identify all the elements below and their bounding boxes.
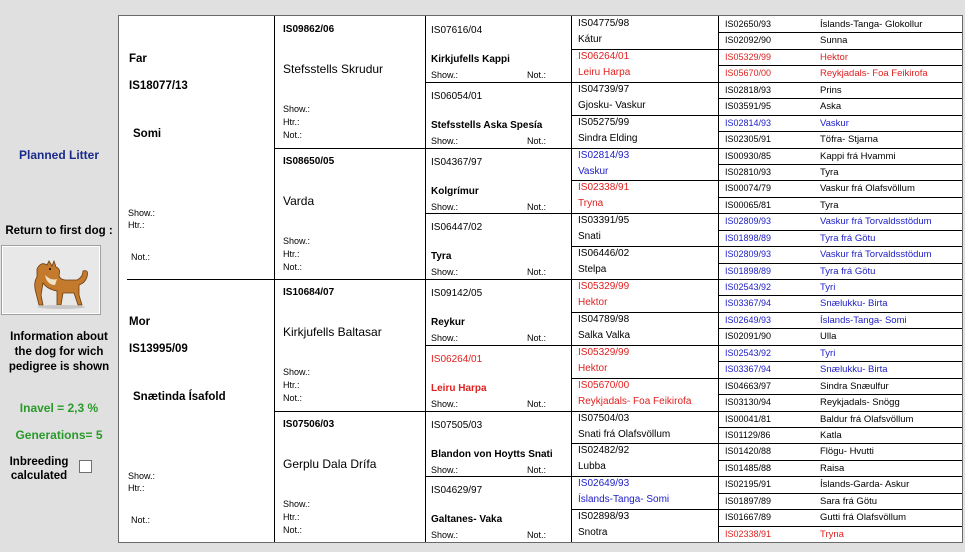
not-label: Not.: — [527, 464, 547, 475]
not-label: Not.: — [283, 261, 303, 272]
show-label: Show.: — [283, 235, 311, 246]
gen3-name: Blandon von Hoytts Snati — [431, 448, 553, 460]
not-label: Not.: — [527, 201, 547, 212]
gen3-reg: IS07505/03 — [431, 419, 483, 431]
gen3-name: Tyra — [431, 251, 452, 263]
grandparent-reg: IS07506/03 — [283, 418, 335, 430]
gen5-name: Prins — [820, 84, 842, 96]
gen4-name: Snati — [578, 231, 601, 243]
row-divider — [719, 460, 962, 461]
generations-value: Generations= 5 — [15, 428, 103, 442]
row-divider — [719, 493, 962, 494]
gen5-name: Tryna — [820, 528, 844, 540]
gen4-reg: IS04775/98 — [578, 18, 630, 29]
row-divider — [719, 378, 962, 379]
gen3-reg: IS04367/97 — [431, 156, 483, 168]
row-divider — [719, 148, 962, 149]
not-label: Not.: — [131, 252, 151, 262]
show-label: Show.: — [283, 104, 311, 114]
pedigree-table — [118, 15, 963, 543]
gen4-name: Snati frá Olafsvöllum — [578, 428, 671, 440]
gen5-name: Íslands-Tanga- Glokollur — [820, 19, 923, 30]
gen3-name: Stefsstells Aska Spesía — [431, 119, 543, 131]
gen5-reg: IS00065/81 — [725, 199, 772, 210]
row-divider — [719, 427, 962, 428]
gen5-name: Sindra Snæulfur — [820, 380, 889, 392]
not-label: Not.: — [283, 130, 303, 140]
row-divider — [719, 98, 962, 99]
grandparent-name: Varda — [283, 193, 315, 208]
show-label: Show.: — [431, 333, 459, 343]
gen5-name: Baldur frá Olafsvöllum — [820, 413, 914, 425]
gen5-reg: IS02338/91 — [725, 528, 772, 539]
row-divider — [572, 180, 718, 181]
row-divider — [719, 180, 962, 181]
row-divider — [426, 213, 571, 214]
gen5-reg: IS02543/92 — [725, 347, 772, 358]
gen5-name: Ulla — [820, 331, 837, 343]
gen4-reg: IS02898/93 — [578, 511, 630, 523]
gen5-name: Vaskur frá Torvaldsstödum — [820, 249, 932, 261]
row-divider — [426, 279, 571, 280]
gen5-name: Snælukku- Birta — [820, 364, 888, 376]
gen4-reg: IS05329/99 — [578, 281, 630, 292]
gen4-reg: IS06264/01 — [578, 50, 630, 62]
gen5-reg: IS01667/89 — [725, 512, 772, 523]
row-divider — [426, 82, 571, 83]
gen5-reg: IS03591/95 — [725, 101, 772, 112]
return-label: Return to first dog : — [5, 225, 113, 237]
gen5-name: Íslands-Tanga- Somi — [820, 314, 907, 326]
row-divider — [719, 394, 962, 395]
inbreeding-checkbox[interactable] — [79, 460, 92, 473]
gen4-name: Hektor — [578, 297, 608, 308]
gen4-name: Stelpa — [578, 264, 607, 276]
inavel-value: Inavel = 2,3 % — [19, 401, 99, 415]
gen4-reg: IS03391/95 — [578, 215, 630, 227]
row-divider — [719, 312, 962, 313]
row-divider — [719, 526, 962, 527]
row-divider — [426, 476, 571, 477]
row-divider — [426, 148, 571, 149]
gen5-reg: IS02809/93 — [725, 249, 772, 260]
gen5-reg: IS03130/94 — [725, 397, 772, 408]
row-divider — [719, 164, 962, 165]
not-label: Not.: — [527, 398, 547, 409]
show-label: Show.: — [431, 267, 459, 278]
gen4-reg: IS07504/03 — [578, 412, 630, 424]
show-label: Show.: — [431, 398, 459, 409]
parent-reg: IS13995/09 — [129, 343, 188, 355]
planned-litter-link[interactable]: Planned Litter — [18, 148, 99, 162]
gen5-reg: IS01485/88 — [725, 462, 772, 473]
row-divider — [719, 65, 962, 66]
row-divider — [572, 509, 718, 510]
row-divider — [719, 361, 962, 362]
not-label: Not.: — [527, 135, 547, 146]
show-label: Show.: — [431, 201, 459, 212]
gen5-reg: IS02305/91 — [725, 134, 772, 145]
not-label: Not.: — [131, 515, 151, 525]
gen4-name: Salka Valka — [578, 329, 631, 341]
row-divider — [572, 476, 718, 477]
gen5-reg: IS01898/89 — [725, 232, 772, 243]
row-divider — [719, 476, 962, 477]
gen5-reg: IS00041/81 — [725, 413, 772, 424]
dog-icon — [3, 247, 99, 313]
not-label: Not.: — [527, 530, 547, 541]
gen5-reg: IS02091/90 — [725, 331, 772, 342]
row-divider — [275, 148, 425, 149]
row-divider — [719, 49, 962, 50]
gen4-reg: IS02482/92 — [578, 445, 630, 457]
gen3-reg: IS06447/02 — [431, 222, 483, 234]
gen5-name: Tyra — [820, 199, 839, 211]
gen4-reg: IS05670/00 — [578, 379, 630, 391]
gen4-name: Íslands-Tanga- Somi — [578, 494, 670, 506]
gen4-reg: IS04739/97 — [578, 83, 630, 95]
parent-reg: IS18077/13 — [129, 80, 188, 92]
row-divider — [572, 279, 718, 280]
row-divider — [572, 312, 718, 313]
gen4-reg: IS02649/93 — [578, 478, 630, 490]
row-divider — [719, 295, 962, 296]
grandparent-reg: IS10684/07 — [283, 287, 335, 298]
htr-label: Htr.: — [283, 380, 300, 390]
gen5-name: Tyra frá Götu — [820, 232, 876, 244]
gen5-name: Hektor — [820, 51, 848, 63]
gen4-name: Reykjadals- Foa Feikirofa — [578, 395, 692, 407]
gen5-reg: IS01898/89 — [725, 265, 772, 276]
row-divider — [275, 411, 425, 412]
gen5-reg: IS02810/93 — [725, 166, 772, 177]
show-label: Show.: — [431, 135, 459, 146]
row-divider — [719, 115, 962, 116]
gen5-name: Gutti frá Olafsvöllum — [820, 512, 907, 524]
grandparent-reg: IS08650/05 — [283, 155, 335, 167]
gen5-name: Flögu- Hvutti — [820, 446, 874, 458]
gen5-name: Kappi frá Hvammi — [820, 150, 896, 162]
grandparent-reg: IS09862/06 — [283, 24, 335, 35]
row-divider — [719, 328, 962, 329]
gen5-reg: IS02092/90 — [725, 35, 772, 46]
grandparent-name: Stefsstells Skrudur — [283, 62, 384, 76]
gen4-name: Snotra — [578, 527, 608, 539]
gen4-name: Lubba — [578, 461, 606, 473]
info-label: Information about the dog for wich pedigree is shown — [8, 331, 110, 373]
gen3-reg: IS07616/04 — [431, 25, 483, 36]
gen5-reg: IS04663/97 — [725, 380, 772, 391]
gen5-reg: IS05670/00 — [725, 68, 772, 79]
inbreeding-label: Inbreeding calculated — [9, 456, 69, 482]
gen4-reg: IS04789/98 — [578, 313, 630, 325]
show-label: Show.: — [128, 471, 156, 481]
gen5-reg: IS02814/93 — [725, 117, 772, 128]
not-label: Not.: — [527, 70, 547, 80]
gen5-reg: IS02649/93 — [725, 314, 772, 325]
not-label: Not.: — [527, 333, 547, 343]
row-divider — [572, 49, 718, 50]
sidebar — [0, 0, 118, 552]
gen4-name: Leiru Harpa — [578, 66, 631, 78]
gen5-reg: IS01420/88 — [725, 446, 772, 457]
gen3-reg: IS06054/01 — [431, 90, 483, 102]
htr-label: Htr.: — [283, 248, 300, 259]
row-divider — [719, 411, 962, 412]
gen5-reg: IS02543/92 — [725, 282, 772, 292]
gen3-reg: IS09142/05 — [431, 288, 483, 299]
gen4-name: Vaskur — [578, 165, 609, 177]
gen5-name: Reykjadals- Snögg — [820, 397, 900, 409]
gen4-reg: IS02814/93 — [578, 149, 630, 161]
show-label: Show.: — [431, 70, 459, 80]
gen5-name: Tyri — [820, 282, 836, 293]
gen5-reg: IS02195/91 — [725, 479, 772, 490]
gen5-name: Sunna — [820, 35, 848, 47]
gen4-name: Tryna — [578, 198, 604, 210]
gen3-name: Galtanes- Vaka — [431, 514, 503, 526]
show-label: Show.: — [283, 498, 311, 509]
gen5-reg: IS02809/93 — [725, 216, 772, 227]
gen4-reg: IS06446/02 — [578, 248, 630, 260]
row-divider — [275, 279, 425, 280]
gen4-name: Kátur — [578, 34, 602, 45]
not-label: Not.: — [283, 524, 303, 535]
show-label: Show.: — [431, 530, 459, 541]
gen5-name: Tyra frá Götu — [820, 265, 876, 277]
gen5-name: Aska — [820, 101, 842, 113]
row-divider — [719, 279, 962, 280]
grandparent-name: Gerplu Dala Drífa — [283, 456, 377, 471]
grandparent-name: Kirkjufells Baltasar — [283, 325, 382, 339]
gen4-name: Gjosku- Vaskur — [578, 99, 646, 111]
row-divider — [572, 246, 718, 247]
row-divider — [127, 279, 274, 280]
row-divider — [719, 213, 962, 214]
htr-label: Htr.: — [283, 511, 300, 522]
gen4-reg: IS05275/99 — [578, 116, 630, 128]
row-divider — [719, 263, 962, 264]
htr-label: Htr.: — [128, 220, 145, 230]
gen4-name: Sindra Elding — [578, 132, 638, 144]
gen5-name: Vaskur frá Torvaldsstödum — [820, 216, 932, 228]
gen3-reg: IS06264/01 — [431, 353, 483, 365]
row-divider — [572, 443, 718, 444]
htr-label: Htr.: — [128, 483, 145, 493]
gen3-name: Kolgrímur — [431, 185, 479, 197]
row-divider — [719, 246, 962, 247]
gen4-reg: IS02338/91 — [578, 182, 630, 194]
row-divider — [719, 131, 962, 132]
parent-role: Mor — [129, 316, 151, 328]
gen5-name: Töfra- Stjarna — [820, 134, 879, 146]
gen3-reg: IS04629/97 — [431, 485, 483, 497]
row-divider — [719, 82, 962, 83]
gen5-name: Tyri — [820, 347, 836, 359]
row-divider — [719, 443, 962, 444]
show-label: Show.: — [431, 464, 459, 475]
gen4-reg: IS05329/99 — [578, 346, 630, 358]
gen5-name: Katla — [820, 429, 842, 441]
not-label: Not.: — [527, 267, 547, 278]
parent-name: Snætinda Ísafold — [133, 391, 226, 403]
gen5-name: Tyra — [820, 166, 839, 178]
gen5-reg: IS05329/99 — [725, 51, 772, 62]
gen5-reg: IS00930/85 — [725, 150, 772, 161]
not-label: Not.: — [283, 393, 303, 403]
row-divider — [426, 345, 571, 346]
gen5-name: Vaskur frá Olafsvöllum — [820, 183, 915, 195]
return-to-first-dog-button[interactable] — [2, 246, 100, 314]
gen5-name: Snælukku- Birta — [820, 298, 888, 310]
row-divider — [719, 230, 962, 231]
gen5-name: Vaskur — [820, 117, 849, 129]
gen5-name: Íslands-Garda- Askur — [820, 479, 910, 491]
gen5-name: Raisa — [820, 462, 845, 474]
row-divider — [719, 345, 962, 346]
show-label: Show.: — [128, 208, 156, 218]
gen5-reg: IS02818/93 — [725, 84, 772, 95]
row-divider — [719, 32, 962, 33]
gen5-reg: IS00074/79 — [725, 183, 772, 194]
gen3-name: Kirkjufells Kappi — [431, 54, 510, 65]
gen5-name: Sara frá Götu — [820, 495, 878, 507]
gen5-reg: IS03367/94 — [725, 364, 772, 375]
gen5-reg: IS03367/94 — [725, 298, 772, 309]
row-divider — [719, 509, 962, 510]
gen3-name: Reykur — [431, 317, 465, 328]
htr-label: Htr.: — [283, 117, 300, 127]
gen4-name: Hektor — [578, 362, 608, 374]
row-divider — [719, 197, 962, 198]
gen5-reg: IS01129/86 — [725, 429, 771, 440]
gen5-reg: IS01897/89 — [725, 495, 772, 506]
row-divider — [572, 213, 718, 214]
gen5-reg: IS02650/93 — [725, 19, 772, 29]
parent-name: Somi — [133, 128, 162, 140]
row-divider — [426, 411, 571, 412]
gen5-name: Reykjadals- Foa Feikirofa — [820, 68, 928, 80]
gen3-name: Leiru Harpa — [431, 382, 487, 394]
show-label: Show.: — [283, 367, 311, 377]
parent-role: Far — [129, 53, 147, 65]
